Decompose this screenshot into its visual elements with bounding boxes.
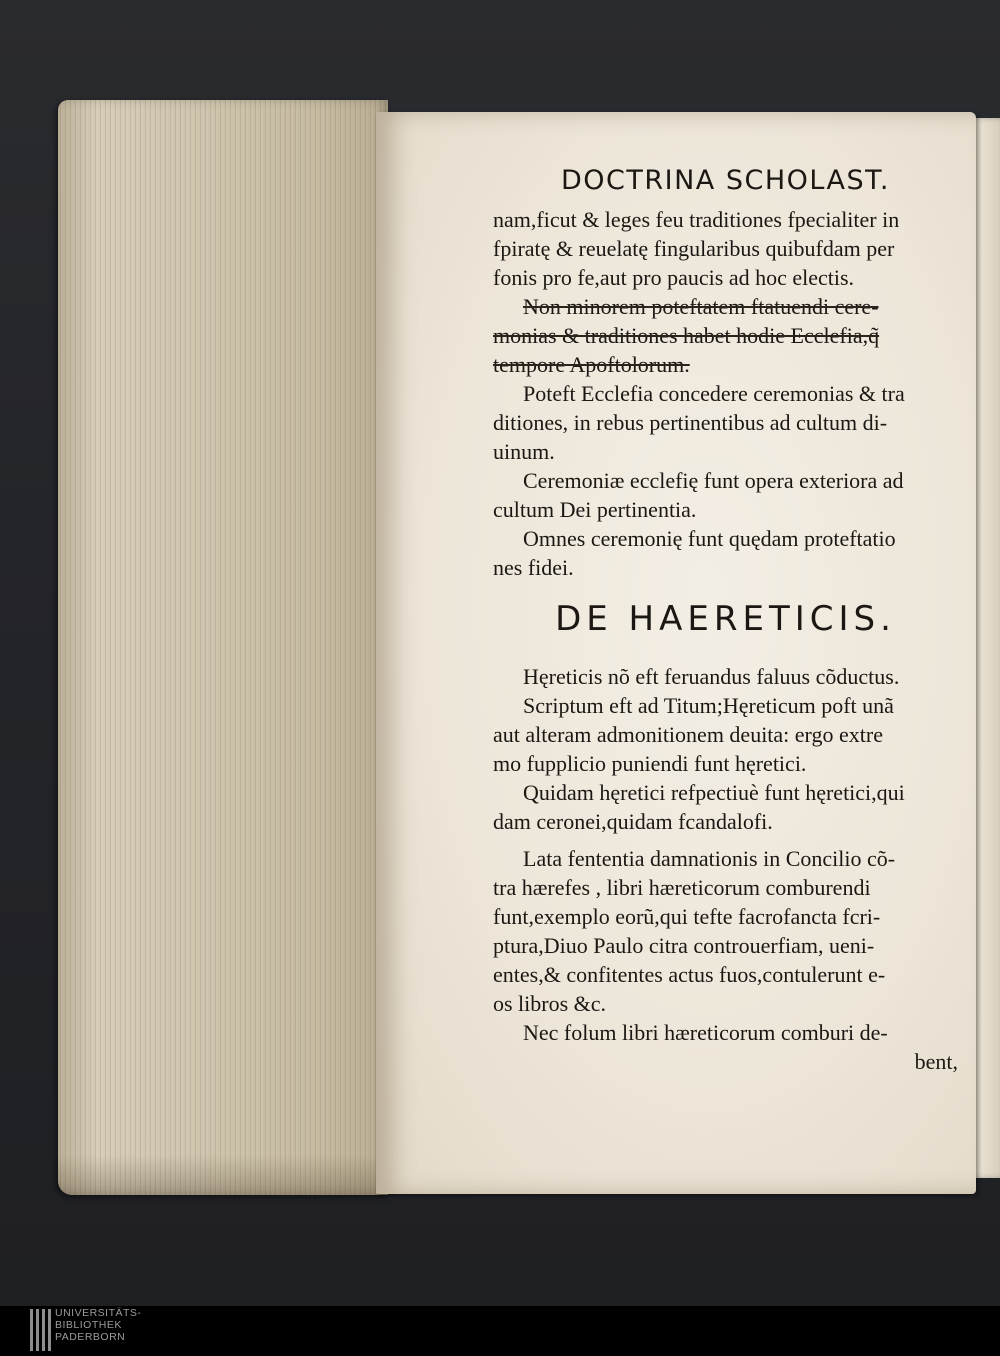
text-line: funt,exemplo eorũ,qui tefte facrofancta fcri-	[493, 904, 881, 929]
paragraph-block-4	[493, 844, 958, 1076]
text-line: nam,ficut & leges feu traditiones fpecialiter in	[493, 207, 900, 232]
page-text	[493, 165, 958, 1076]
struck-text-line: monias & traditiones habet hodie Ecclefia,q̃	[493, 323, 880, 348]
text-line: Poteft Ecclefia concedere ceremonias & tra	[523, 381, 905, 406]
paragraph-block-3	[493, 662, 958, 836]
text-line: ditiones, in rebus pertinentibus ad cultum di-	[493, 410, 888, 435]
paragraph-block-1	[493, 205, 958, 292]
library-logo-icon	[30, 1309, 52, 1351]
text-line: Nec folum libri hæreticorum comburi de-	[523, 1020, 888, 1045]
footer-bar	[0, 1306, 1000, 1356]
catchword: bent,	[914, 1049, 958, 1074]
text-line: Quidam hęretici refpectiuè funt hęretici,qui	[523, 780, 905, 805]
section-heading: DE HAERETICIS.	[555, 599, 896, 639]
text-line: aut alteram admonitionem deuita: ergo extre	[493, 722, 883, 747]
text-line: uinum.	[493, 439, 555, 464]
text-line: Omnes ceremonię funt quędam proteftatio	[523, 526, 896, 551]
logo-line: BIBLIOTHEK	[55, 1319, 122, 1331]
struck-text-line: Non minorem poteftatem ftatuendi cere-	[523, 294, 879, 319]
text-line: Ceremoniæ ecclefię funt opera exteriora ad	[523, 468, 904, 493]
text-line: entes,& confitentes actus fuos,contulerunt e-	[493, 962, 886, 987]
text-line: dam ceronei,quidam fcandalofi.	[493, 809, 773, 834]
text-line: nes fidei.	[493, 555, 574, 580]
text-line: cultum Dei pertinentia.	[493, 497, 697, 522]
paragraph-block-2	[493, 379, 958, 582]
text-line: mo fupplicio puniendi funt hęretici.	[493, 751, 807, 776]
struck-text-line: tempore Apoftolorum.	[493, 352, 690, 377]
text-line: fpiratę & reuelatę fingularibus quibufdam per	[493, 236, 895, 261]
struck-paragraph	[493, 292, 958, 379]
text-line: Scriptum eft ad Titum;Hęreticum poft unã	[523, 693, 894, 718]
text-line: ptura,Diuo Paulo citra controuerfiam, ueni-	[493, 933, 875, 958]
text-block-edge	[58, 100, 388, 1195]
text-line: Hęreticis nõ eft feruandus faluus cõductus.	[523, 664, 900, 689]
logo-line: PADERBORN	[55, 1331, 126, 1343]
library-logo-text	[55, 1307, 141, 1343]
text-line: Lata fententia damnationis in Concilio cõ-	[523, 846, 896, 871]
text-line: os libros &c.	[493, 991, 607, 1016]
text-line: fonis pro fe,aut pro paucis ad hoc electis.	[493, 265, 855, 290]
running-head: DOCTRINA SCHOLAST.	[560, 165, 891, 196]
logo-line: UNIVERSITÄTS-	[55, 1307, 142, 1319]
text-line: tra hærefes , libri hæreticorum comburendi	[493, 875, 871, 900]
